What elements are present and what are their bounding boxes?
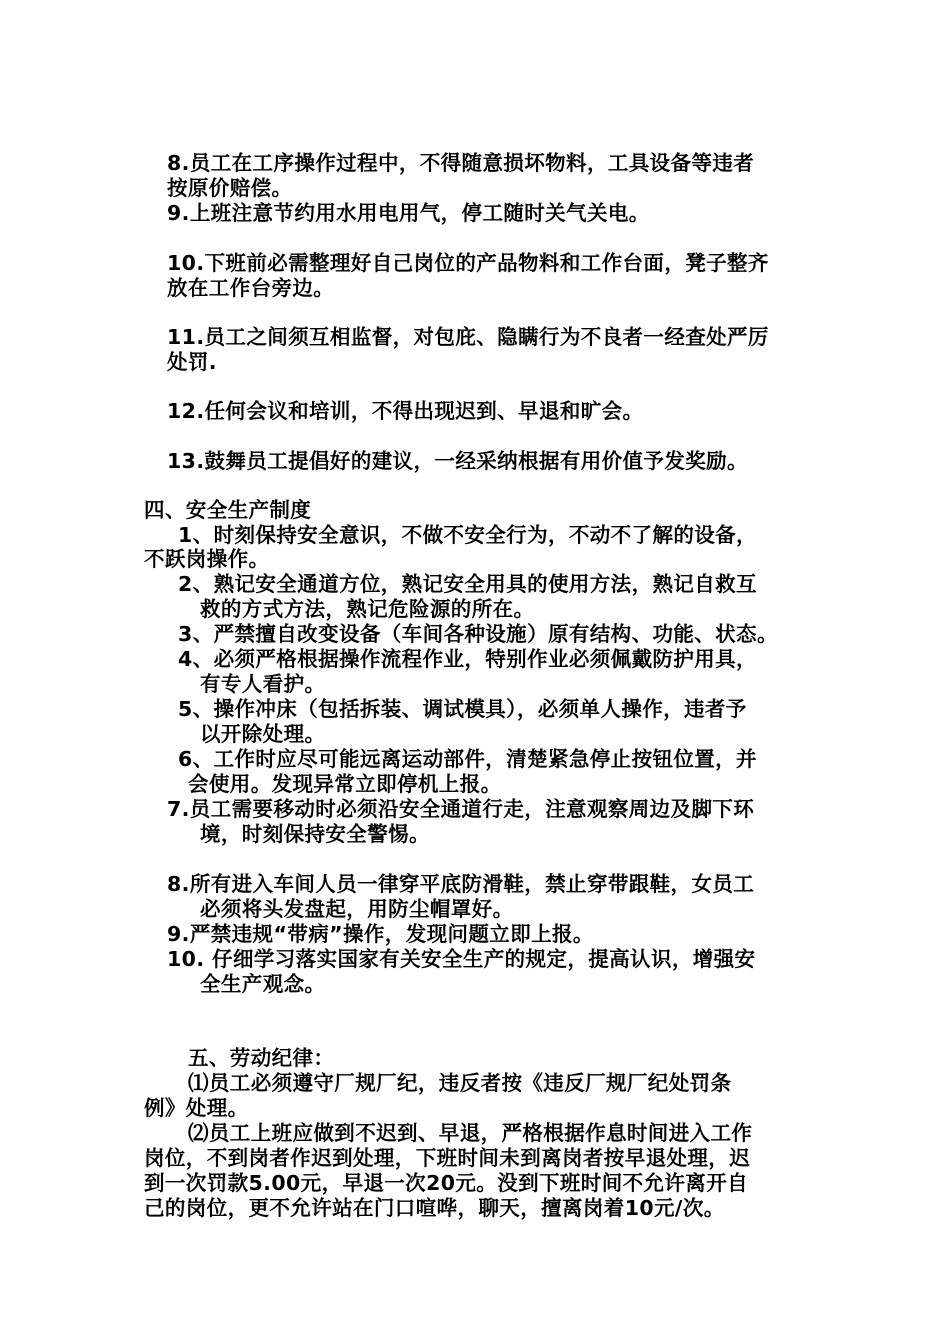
text-line: 13.鼓舞员工提倡好的建议，一经采纳根据有用价值予发奖励。 — [167, 449, 748, 473]
text-line: 11.员工之间须互相监督，对包庇、隐瞒行为不良者一经查处严厉 — [167, 325, 769, 349]
text-line: 不跃岗操作。 — [144, 547, 270, 571]
text-line: 会使用。发现异常立即停机上报。 — [188, 772, 502, 796]
text-line: ⑵员工上班应做到不迟到、早退，严格根据作息时间进入工作 — [188, 1121, 753, 1145]
section-heading: 五、劳动纪律： — [188, 1046, 335, 1070]
text-line: 3、严禁擅自改变设备（车间各种设施）原有结构、功能、状态。 — [178, 622, 778, 646]
text-line: ⑴员工必须遵守厂规厂纪，违反者按《违反厂规厂纪处罚条 — [188, 1071, 732, 1095]
text-line: 境，时刻保持安全警惕。 — [200, 822, 430, 846]
text-line: 处罚. — [167, 350, 217, 374]
text-line: 9.上班注意节约用水用电用气，停工随时关气关电。 — [167, 201, 650, 225]
text-line: 例》处理。 — [144, 1096, 249, 1120]
text-line: 2、熟记安全通道方位，熟记安全用具的使用方法，熟记自救互 — [178, 572, 757, 596]
text-line: 9.严禁违规“带病”操作，发现问题立即上报。 — [167, 922, 594, 946]
text-line: 10.下班前必需整理好自己岗位的产品物料和工作台面，凳子整齐 — [167, 251, 769, 275]
text-line: 8.所有进入车间人员一律穿平底防滑鞋，禁止穿带跟鞋，女员工 — [167, 872, 755, 896]
text-line: 5、操作冲床（包括拆装、调试模具），必须单人操作，违者予 — [178, 697, 747, 721]
text-line: 全生产观念。 — [200, 972, 326, 996]
text-line: 按原价赔偿。 — [167, 176, 293, 200]
text-line: 8.员工在工序操作过程中，不得随意损坏物料，工具设备等违者 — [167, 151, 755, 175]
text-line: 12.任何会议和培训，不得出现迟到、早退和旷会。 — [167, 399, 644, 423]
section-heading: 四、安全生产制度 — [144, 498, 312, 522]
text-line: 7.员工需要移动时必须沿安全通道行走，注意观察周边及脚下环 — [167, 797, 755, 821]
text-line: 放在工作台旁边。 — [167, 276, 335, 300]
text-line: 到一次罚款5.00元，早退一次20元。没到下班时间不允许离开自 — [144, 1171, 749, 1195]
text-line: 己的岗位，更不允许站在门口喧哗，聊天，擅离岗着10元/次。 — [144, 1196, 725, 1220]
text-line: 10. 仔细学习落实国家有关安全生产的规定，提高认识，增强安 — [167, 947, 756, 971]
text-line: 1、时刻保持安全意识，不做不安全行为，不动不了解的设备， — [178, 523, 757, 547]
text-line: 救的方式方法，熟记危险源的所在。 — [200, 597, 535, 621]
text-line: 必须将头发盘起，用防尘帽罩好。 — [200, 897, 514, 921]
text-line: 4、必须严格根据操作流程作业，特别作业必须佩戴防护用具， — [178, 647, 757, 671]
text-line: 以开除处理。 — [200, 722, 326, 746]
text-line: 岗位，不到岗者作迟到处理，下班时间未到离岗者按早退处理，迟 — [144, 1146, 751, 1170]
text-line: 有专人看护。 — [200, 672, 326, 696]
text-line: 6、工作时应尽可能远离运动部件，清楚紧急停止按钮位置，并 — [178, 747, 757, 771]
